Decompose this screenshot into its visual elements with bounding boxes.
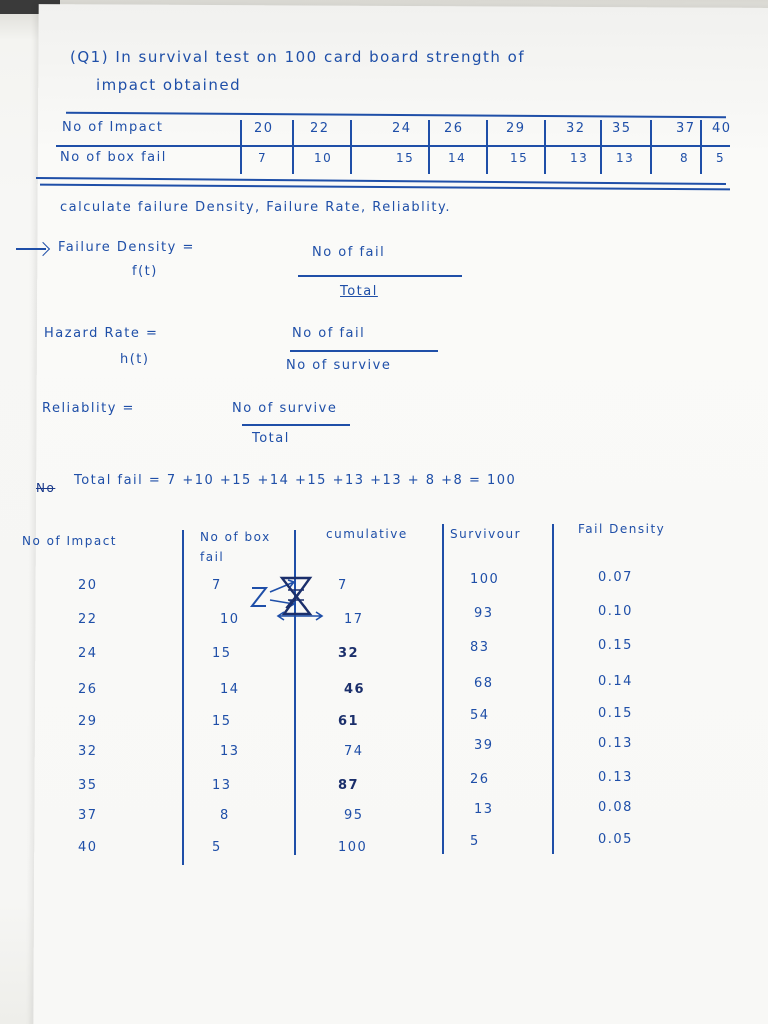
bottom-table-impact-cell: 22 bbox=[78, 612, 98, 627]
bottom-table-box-fail-cell: 13 bbox=[212, 778, 232, 793]
bottom-table-survivour-cell: 13 bbox=[474, 802, 494, 817]
top-table-impact-cell: 32 bbox=[566, 121, 586, 136]
failure-density-symbol: f(t) bbox=[132, 264, 158, 279]
bottom-table-cumulative-cell: 32 bbox=[338, 646, 360, 661]
failure-density-fraction-bar bbox=[298, 275, 462, 277]
bottom-table-cumulative-cell: 61 bbox=[338, 714, 360, 729]
reliability-fraction-bar bbox=[242, 424, 350, 426]
instruction-text: calculate failure Density, Failure Rate, Reliablity. bbox=[60, 200, 451, 215]
bottom-table-fail-density-cell: 0.14 bbox=[598, 674, 633, 689]
bottom-table-fail-density-cell: 0.07 bbox=[598, 570, 633, 585]
top-table-divider bbox=[700, 120, 702, 174]
top-table-divider bbox=[486, 120, 488, 174]
top-table-divider bbox=[350, 120, 352, 174]
bottom-table-fail-density-cell: 0.08 bbox=[598, 800, 633, 815]
top-table-fail-cell: 7 bbox=[258, 151, 268, 165]
total-line-prefix: No bbox=[36, 481, 56, 495]
question-line-2: impact obtained bbox=[96, 76, 242, 94]
bottom-table-header-survivour: Survivour bbox=[450, 527, 522, 541]
bottom-table-header-cumulative: cumulative bbox=[326, 527, 408, 541]
bottom-table-impact-cell: 24 bbox=[78, 646, 98, 661]
bottom-table-impact-cell: 20 bbox=[78, 578, 98, 593]
top-table-divider bbox=[428, 120, 430, 174]
bottom-table-survivour-cell: 5 bbox=[470, 834, 480, 849]
bottom-table-header-box-fail: No of box fail bbox=[200, 530, 271, 564]
question-line-1: (Q1) In survival test on 100 card board strength of bbox=[70, 48, 526, 66]
bottom-table-impact-cell: 32 bbox=[78, 744, 98, 759]
scribble-arrows-mark bbox=[248, 570, 328, 626]
top-table-divider bbox=[292, 120, 294, 174]
top-table-impact-cell: 20 bbox=[254, 121, 274, 136]
top-table-fail-cell: 10 bbox=[314, 151, 333, 165]
failure-density-numerator: No of fail bbox=[312, 245, 386, 260]
top-table-rule-middle bbox=[56, 145, 730, 147]
bottom-table-cumulative-cell: 7 bbox=[338, 578, 348, 593]
top-table-divider bbox=[600, 120, 602, 174]
top-table-impact-cell: 29 bbox=[506, 121, 526, 136]
bottom-table-fail-density-cell: 0.05 bbox=[598, 832, 633, 847]
bottom-table-box-fail-cell: 5 bbox=[212, 840, 222, 855]
bottom-table-survivour-cell: 54 bbox=[470, 708, 490, 723]
bottom-table-box-fail-cell: 14 bbox=[220, 682, 240, 697]
bottom-table-impact-cell: 35 bbox=[78, 778, 98, 793]
hazard-rate-fraction-bar bbox=[290, 350, 438, 352]
total-fail-line: Total fail = 7 +10 +15 +14 +15 +13 +13 + 8 +8 = 100 bbox=[74, 473, 517, 488]
top-table-impact-cell: 22 bbox=[310, 121, 330, 136]
top-table-row2-label: No of box fail bbox=[60, 150, 167, 165]
bottom-table-fail-density-cell: 0.13 bbox=[598, 736, 633, 751]
bottom-table-box-fail-cell: 15 bbox=[212, 646, 232, 661]
hazard-rate-denominator: No of survive bbox=[286, 358, 392, 373]
bottom-table-cumulative-cell: 95 bbox=[344, 808, 364, 823]
bottom-table-box-fail-cell: 15 bbox=[212, 714, 232, 729]
reliability-numerator: No of survive bbox=[232, 401, 338, 416]
bottom-table-divider-4 bbox=[552, 524, 554, 854]
top-table-fail-cell: 13 bbox=[570, 151, 589, 165]
top-table-fail-cell: 5 bbox=[716, 151, 726, 165]
bottom-table-header-impact: No of Impact bbox=[22, 534, 118, 548]
top-table-impact-cell: 40 bbox=[712, 121, 732, 136]
bottom-table-fail-density-cell: 0.15 bbox=[598, 706, 633, 721]
bottom-table-survivour-cell: 83 bbox=[470, 640, 490, 655]
reliability-denominator: Total bbox=[252, 431, 290, 446]
bottom-table-cumulative-cell: 74 bbox=[344, 744, 364, 759]
bottom-table-box-fail-cell: 7 bbox=[212, 578, 222, 593]
bottom-table-impact-cell: 40 bbox=[78, 840, 98, 855]
bottom-table-divider-3 bbox=[442, 524, 444, 854]
hazard-rate-label: Hazard Rate = bbox=[44, 326, 159, 341]
top-table-impact-cell: 24 bbox=[392, 121, 412, 136]
bottom-table-impact-cell: 29 bbox=[78, 714, 98, 729]
top-table-fail-cell: 15 bbox=[510, 151, 529, 165]
reliability-label: Reliablity = bbox=[42, 401, 135, 416]
top-table-divider bbox=[240, 120, 242, 174]
bottom-table-impact-cell: 26 bbox=[78, 682, 98, 697]
top-table-divider bbox=[544, 120, 546, 174]
top-table-fail-cell: 8 bbox=[680, 151, 690, 165]
bottom-table-survivour-cell: 39 bbox=[474, 738, 494, 753]
top-table-impact-cell: 26 bbox=[444, 121, 464, 136]
top-table-fail-cell: 14 bbox=[448, 151, 467, 165]
bottom-table-survivour-cell: 68 bbox=[474, 676, 494, 691]
bottom-table-fail-density-cell: 0.10 bbox=[598, 604, 633, 619]
failure-density-label: Failure Density = bbox=[58, 240, 195, 255]
bottom-table-divider-1 bbox=[182, 530, 184, 865]
bottom-table-box-fail-cell: 13 bbox=[220, 744, 240, 759]
bottom-table-header-fail-density: Fail Density bbox=[578, 522, 666, 536]
bottom-table-cumulative-cell: 100 bbox=[338, 840, 368, 855]
bottom-table-survivour-cell: 93 bbox=[474, 606, 494, 621]
bottom-table-fail-density-cell: 0.15 bbox=[598, 638, 633, 653]
top-table-fail-cell: 15 bbox=[396, 151, 415, 165]
bottom-table-fail-density-cell: 0.13 bbox=[598, 770, 633, 785]
bottom-table-survivour-cell: 100 bbox=[470, 572, 500, 587]
bottom-table-cumulative-cell: 17 bbox=[344, 612, 364, 627]
bottom-table-impact-cell: 37 bbox=[78, 808, 98, 823]
failure-density-denominator: Total bbox=[340, 284, 378, 299]
hazard-rate-symbol: h(t) bbox=[120, 352, 150, 367]
bottom-table-survivour-cell: 26 bbox=[470, 772, 490, 787]
bottom-table-cumulative-cell: 87 bbox=[338, 778, 360, 793]
bottom-table-box-fail-cell: 10 bbox=[220, 612, 240, 627]
top-table-impact-cell: 35 bbox=[612, 121, 632, 136]
top-table-impact-cell: 37 bbox=[676, 121, 696, 136]
top-table-divider bbox=[650, 120, 652, 174]
bottom-table-cumulative-cell: 46 bbox=[344, 682, 366, 697]
hazard-rate-numerator: No of fail bbox=[292, 326, 366, 341]
top-table-fail-cell: 13 bbox=[616, 151, 635, 165]
bottom-table-box-fail-cell: 8 bbox=[220, 808, 230, 823]
top-table-row1-label: No of Impact bbox=[62, 120, 164, 135]
